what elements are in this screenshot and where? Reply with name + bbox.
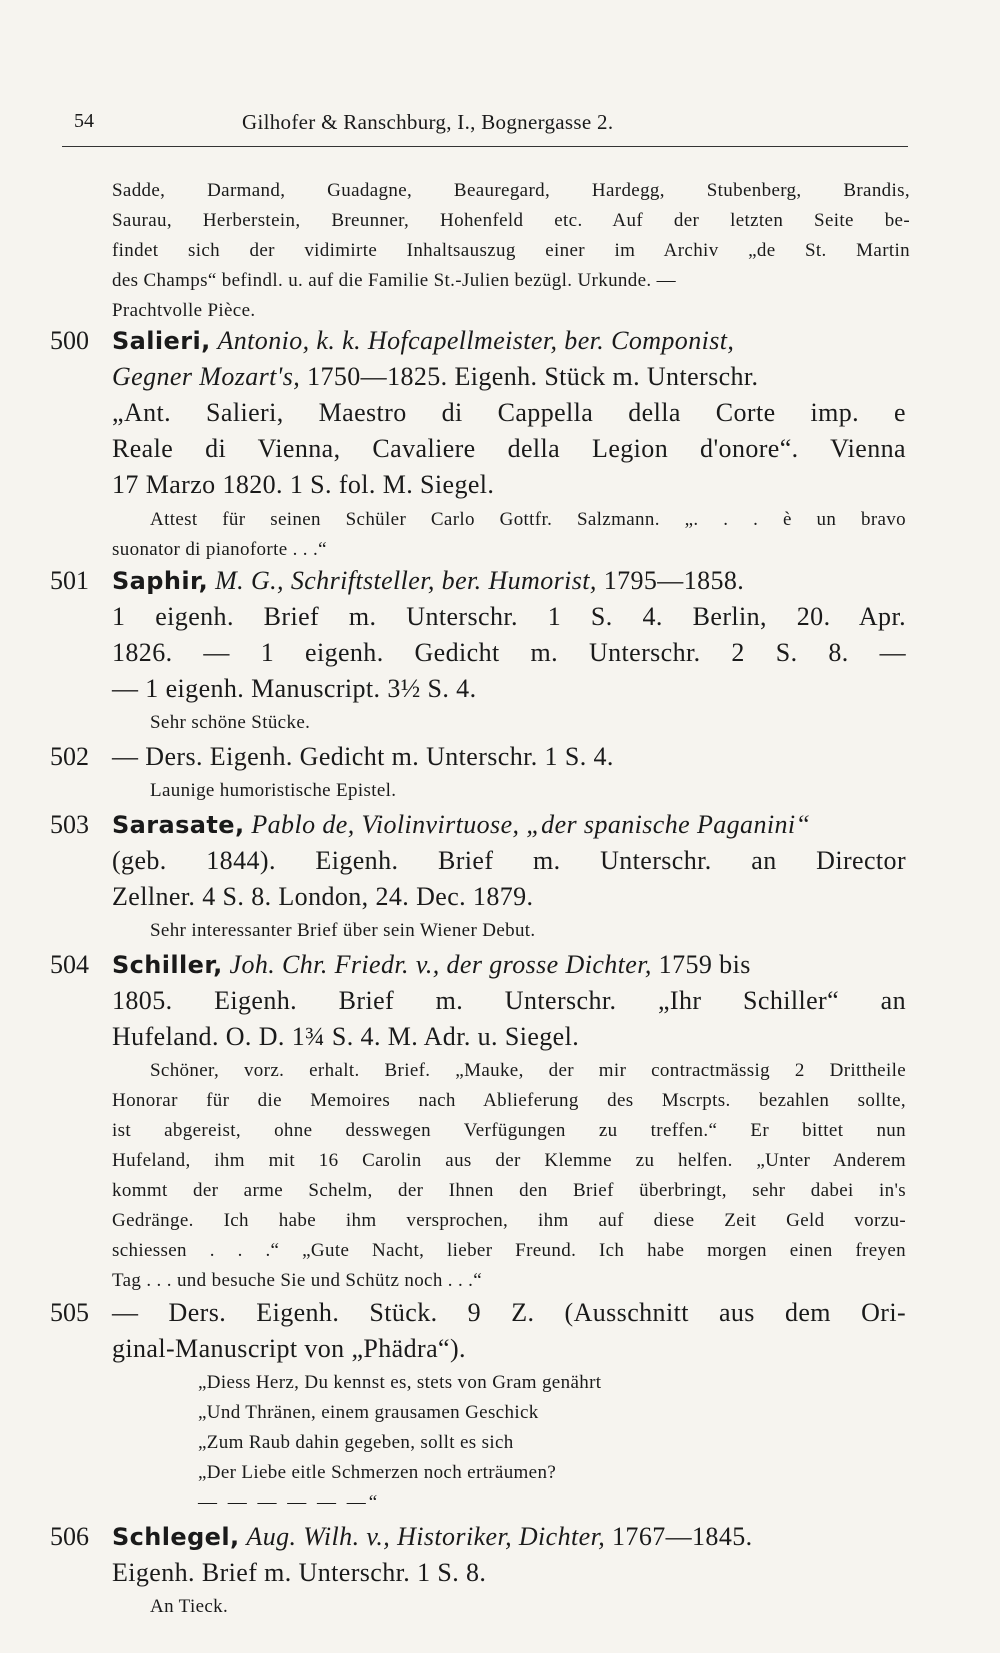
entry-line: Hufeland. O. D. 1¾ S. 4. M. Adr. u. Siegel. (112, 1022, 580, 1051)
entry-number: 501 (50, 566, 89, 595)
entry-number: 502 (50, 742, 89, 771)
intro-line: findet sich der vidimirte Inhaltsauszug einer im Archiv „de St. Martin (112, 240, 910, 261)
entry-heading (112, 326, 734, 356)
entry-name: Salieri, (112, 327, 211, 355)
entry-line: Eigenh. Brief m. Unterschr. 1 S. 8. (112, 1558, 487, 1587)
entry-line: „Ant. Salieri, Maestro di Cappella della Corte imp. e (112, 398, 906, 427)
page-title: Gilhofer & Ranschburg, I., Bognergasse 2. (242, 110, 614, 134)
entry-heading (112, 810, 810, 840)
entry-heading (112, 566, 744, 596)
entry-number: 505 (50, 1298, 89, 1327)
entry-line: — Ders. Eigenh. Gedicht m. Unterschr. 1 S. 4. (112, 742, 614, 771)
entry-note: Attest für seinen Schüler Carlo Gottfr. Salzmann. „. . . è un bravo (150, 509, 906, 530)
entry-note: Honorar für die Memoires nach Ablieferung des Mscrpts. bezahlen sollte, (112, 1090, 906, 1111)
entry-line: 1826. — 1 eigenh. Gedicht m. Unterschr. 2 S. 8. — (112, 638, 906, 667)
intro-line: Prachtvolle Pièce. (112, 300, 256, 321)
entry-text: 1795—1858. (603, 566, 745, 595)
entry-name: Sarasate, (112, 811, 245, 839)
verse-line: — — — — — —“ (198, 1492, 381, 1513)
entry-line: 1 eigenh. Brief m. Unterschr. 1 S. 4. Berlin, 20. Apr. (112, 602, 906, 631)
entry-note: kommt der arme Schelm, der Ihnen den Brief überbringt, sehr dabei in's (112, 1180, 906, 1201)
intro-line: Sadde, Darmand, Guadagne, Beauregard, Hardegg, Stubenberg, Brandis, (112, 180, 910, 201)
intro-line: Saurau, Herberstein, Breunner, Hohenfeld etc. Auf der letzten Seite be- (112, 210, 910, 231)
entry-description: M. G., Schriftsteller, ber. Humorist, (215, 566, 597, 595)
entry-description: Pablo de, Violinvirtuose, „der spanische Paganini“ (251, 810, 811, 839)
entry-text: 1767—1845. (612, 1522, 753, 1551)
page-header (62, 106, 908, 147)
entry-number: 506 (50, 1522, 89, 1551)
entry-description: Joh. Chr. Friedr. v., der grosse Dichter, (229, 950, 652, 979)
entry-name: Schiller, (112, 951, 223, 979)
entry-text: 1759 bis (658, 950, 751, 979)
entry-line: Reale di Vienna, Cavaliere della Legion d'onore“. Vienna (112, 434, 906, 463)
entry-line (112, 362, 758, 392)
verse-line: „Der Liebe eitle Schmerzen noch erträumen? (198, 1462, 557, 1483)
entry-note: Launige humoristische Epistel. (150, 780, 397, 801)
entry-name: Schlegel, (112, 1523, 240, 1551)
entry-note: schiessen . . .“ „Gute Nacht, lieber Freund. Ich habe morgen einen freyen (112, 1240, 906, 1261)
entry-note: Tag . . . und besuche Sie und Schütz noch . . .“ (112, 1270, 483, 1291)
entry-note: ist abgereist, ohne desswegen Verfügungen zu treffen.“ Er bittet nun (112, 1120, 906, 1141)
entry-note: Sehr schöne Stücke. (150, 712, 311, 733)
verse-line: „Und Thränen, einem grausamen Geschick (198, 1402, 539, 1423)
entry-line: Zellner. 4 S. 8. London, 24. Dec. 1879. (112, 882, 534, 911)
entry-line: ginal-Manuscript von „Phädra“). (112, 1334, 466, 1363)
entry-description: Gegner Mozart's, (112, 362, 301, 391)
verse-line: „Diess Herz, Du kennst es, stets von Gram genährt (198, 1372, 602, 1393)
entry-note: Gedränge. Ich habe ihm versprochen, ihm auf diese Zeit Geld vorzu- (112, 1210, 906, 1231)
entry-heading (112, 1522, 753, 1552)
entry-line: — Ders. Eigenh. Stück. 9 Z. (Ausschnitt aus dem Ori- (112, 1298, 906, 1327)
entry-line: 1805. Eigenh. Brief m. Unterschr. „Ihr Schiller“ an (112, 986, 906, 1015)
entry-note: Schöner, vorz. erhalt. Brief. „Mauke, der mir contractmässig 2 Drittheile (150, 1060, 906, 1081)
entry-heading (112, 950, 751, 980)
entry-note: An Tieck. (150, 1596, 229, 1617)
intro-line: des Champs“ befindl. u. auf die Familie St.-Julien bezügl. Urkunde. — (112, 270, 676, 291)
entry-description: Aug. Wilh. v., Historiker, Dichter, (246, 1522, 606, 1551)
entry-line: — 1 eigenh. Manuscript. 3½ S. 4. (112, 674, 477, 703)
entry-note: suonator di pianoforte . . .“ (112, 539, 327, 560)
entry-number: 504 (50, 950, 89, 979)
entry-note: Sehr interessanter Brief über sein Wiener Debut. (150, 920, 536, 941)
page-number: 54 (74, 110, 94, 132)
entry-description: Antonio, k. k. Hofcapellmeister, ber. Componist, (217, 326, 735, 355)
entry-note: Hufeland, ihm mit 16 Carolin aus der Klemme zu helfen. „Unter Anderem (112, 1150, 906, 1171)
entry-text: 1750—1825. Eigenh. Stück m. Unterschr. (307, 362, 759, 391)
entry-name: Saphir, (112, 567, 209, 595)
entry-line: 17 Marzo 1820. 1 S. fol. M. Siegel. (112, 470, 495, 499)
verse-line: „Zum Raub dahin gegeben, sollt es sich (198, 1432, 514, 1453)
entry-line: (geb. 1844). Eigenh. Brief m. Unterschr. an Director (112, 846, 906, 875)
entry-number: 500 (50, 326, 89, 355)
entry-number: 503 (50, 810, 89, 839)
